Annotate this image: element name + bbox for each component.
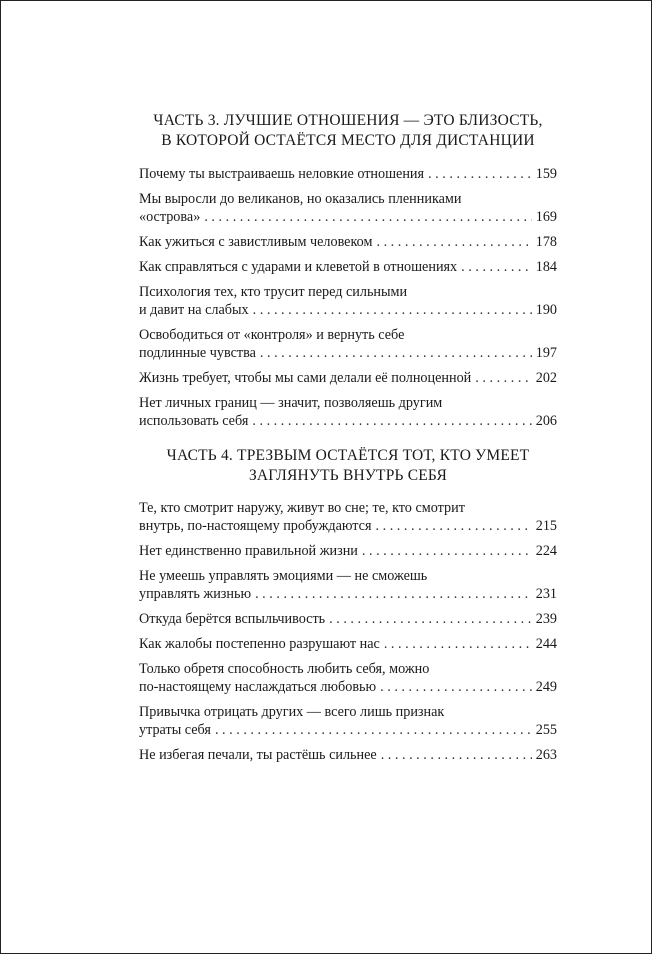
leader-dots: [252, 412, 531, 430]
page-number: 263: [535, 747, 557, 763]
leader-dots: [376, 517, 532, 535]
toc-entry[interactable]: [139, 369, 557, 387]
part-4-title: [139, 446, 557, 486]
leader-dots: [329, 610, 532, 628]
entry-text: Жизнь требует, чтобы мы сами делали её полноценной: [139, 370, 472, 386]
page-number: 206: [535, 413, 557, 429]
leader-dots: [253, 301, 532, 319]
leader-dots: [461, 258, 532, 276]
leader-dots: [428, 165, 532, 183]
toc-entry[interactable]: [139, 233, 557, 251]
page-number: 255: [535, 722, 557, 738]
leader-dots: [260, 344, 532, 362]
entry-text: Мы выросли до великанов, но оказались пленниками: [139, 191, 462, 207]
toc-entry[interactable]: [139, 258, 557, 276]
entry-text: Нет единственно правильной жизни: [139, 543, 358, 559]
entry-text: Почему ты выстраиваешь неловкие отношения: [139, 166, 425, 182]
toc-entry[interactable]: [139, 542, 557, 560]
page-number: 197: [535, 345, 557, 361]
toc-entry[interactable]: [139, 567, 557, 603]
entry-text: утраты себя: [139, 722, 211, 738]
toc-entry[interactable]: [139, 610, 557, 628]
entry-text: Только обретя способность любить себя, можно: [139, 661, 430, 677]
page-number: 169: [535, 209, 557, 225]
page-number: 202: [535, 370, 557, 386]
page-number: 249: [535, 679, 557, 695]
page-number: 159: [535, 166, 557, 182]
leader-dots: [362, 542, 532, 560]
entry-text: Как справляться с ударами и клеветой в отношениях: [139, 259, 458, 275]
entry-text: Откуда берётся вспыльчивость: [139, 611, 326, 627]
entry-text: Как ужиться с завистливым человеком: [139, 234, 373, 250]
leader-dots: [384, 635, 532, 653]
leader-dots: [376, 233, 531, 251]
part-title-line: ЧАСТЬ 3. ЛУЧШИЕ ОТНОШЕНИЯ — ЭТО БЛИЗОСТЬ,: [153, 112, 543, 129]
leader-dots: [380, 678, 532, 696]
page-number: 184: [535, 259, 557, 275]
toc-entry[interactable]: [139, 190, 557, 226]
entry-text: Не избегая печали, ты растёшь сильнее: [139, 747, 377, 763]
toc-entry[interactable]: [139, 746, 557, 764]
entry-text: Освободиться от «контроля» и вернуть себе: [139, 327, 405, 343]
entry-text: Те, кто смотрит наружу, живут во сне; те, кто смотрит: [139, 500, 465, 516]
part-title-line: ЧАСТЬ 4. ТРЕЗВЫМ ОСТАЁТСЯ ТОТ, КТО УМЕЕТ: [166, 447, 530, 464]
page-number: 178: [535, 234, 557, 250]
page-number: 239: [535, 611, 557, 627]
toc-entry[interactable]: [139, 703, 557, 739]
entry-text: «острова»: [139, 209, 201, 225]
toc-entry[interactable]: [139, 660, 557, 696]
entry-text: подлинные чувства: [139, 345, 256, 361]
entry-text: по-настоящему наслаждаться любовью: [139, 679, 377, 695]
leader-dots: [255, 585, 532, 603]
table-of-contents: [139, 111, 557, 771]
toc-entry[interactable]: [139, 165, 557, 183]
entry-text: Как жалобы постепенно разрушают нас: [139, 636, 380, 652]
page-number: 244: [535, 636, 557, 652]
entry-text: и давит на слабых: [139, 302, 249, 318]
toc-entry[interactable]: [139, 394, 557, 430]
entry-text: Не умеешь управлять эмоциями — не сможешь: [139, 568, 428, 584]
page-number: 224: [535, 543, 557, 559]
entry-text: использовать себя: [139, 413, 249, 429]
entry-text: управлять жизнью: [139, 586, 252, 602]
entry-text: внутрь, по-настоящему пробуждаются: [139, 518, 372, 534]
leader-dots: [381, 746, 532, 764]
leader-dots: [215, 721, 532, 739]
page-number: 215: [535, 518, 557, 534]
toc-entry[interactable]: [139, 283, 557, 319]
part-title-line: В КОТОРОЙ ОСТАЁТСЯ МЕСТО ДЛЯ ДИСТАНЦИИ: [161, 132, 535, 149]
toc-entry[interactable]: [139, 499, 557, 535]
page-number: 190: [535, 302, 557, 318]
part-3-title: [139, 111, 557, 151]
entry-text: Нет личных границ — значит, позволяешь другим: [139, 395, 443, 411]
leader-dots: [475, 369, 531, 387]
part-title-line: ЗАГЛЯНУТЬ ВНУТРЬ СЕБЯ: [248, 467, 448, 484]
entry-text: Психология тех, кто трусит перед сильными: [139, 284, 408, 300]
entry-text: Привычка отрицать других — всего лишь признак: [139, 704, 445, 720]
toc-entry[interactable]: [139, 326, 557, 362]
page-number: 231: [535, 586, 557, 602]
toc-entry[interactable]: [139, 635, 557, 653]
leader-dots: [204, 208, 531, 226]
